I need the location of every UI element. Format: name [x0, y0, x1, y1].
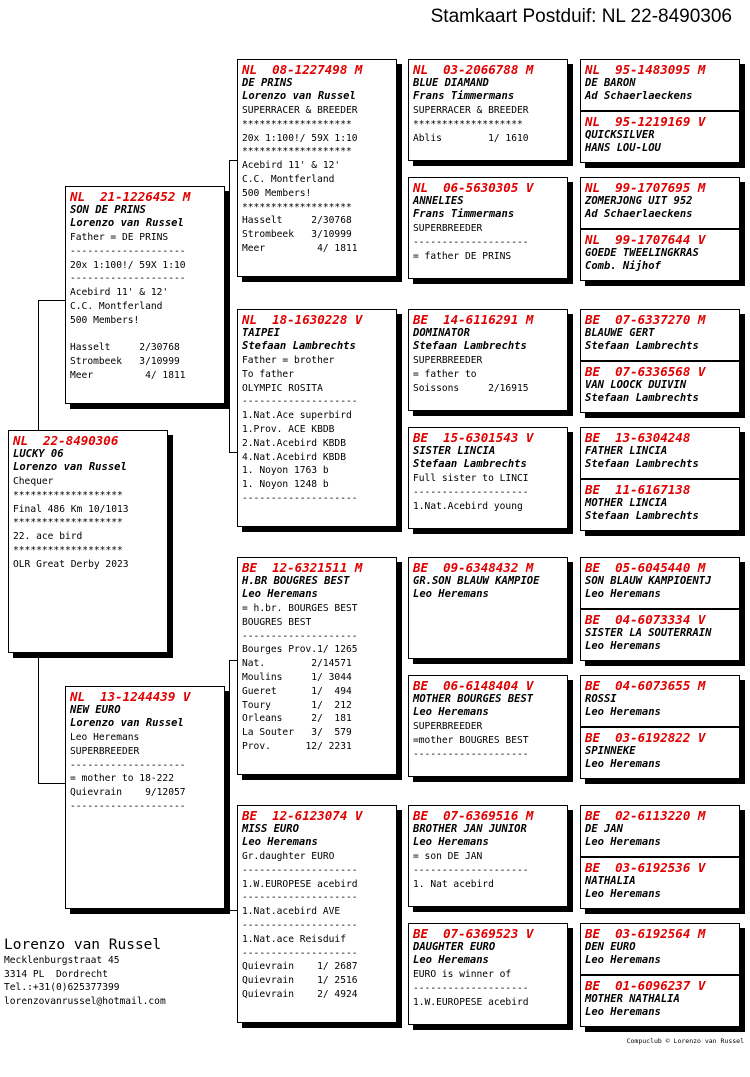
card-line: --------------------: [242, 630, 358, 642]
card-line: *******************: [13, 489, 123, 501]
card-line: OLR Great Derby 2023: [13, 558, 129, 570]
card-line: Orleans 2/ 181: [242, 713, 352, 725]
pedigree-card-fm: [237, 309, 397, 527]
card-line: 500 Members!: [70, 314, 140, 326]
pedigree-card-mother: [65, 686, 225, 909]
card-lines: [413, 850, 563, 891]
owner-name: Comb. Nijhof: [585, 260, 661, 272]
pedigree-card-mmf: [408, 805, 568, 907]
card-line: Acebird 11' & 12': [242, 160, 341, 172]
owner-name: Stefaan Lambrechts: [585, 510, 699, 522]
ring-number: NL 18-1630228 V: [242, 312, 363, 327]
owner-name: Stefaan Lambrechts: [242, 340, 356, 352]
card-line: Final 486 Km 10/1013: [13, 503, 129, 515]
card-line: La Souter 3/ 579: [242, 727, 352, 739]
owner-name: Frans Timmermans: [413, 208, 515, 220]
card-line: Toury 1/ 212: [242, 699, 352, 711]
pedigree-card-g2: [580, 111, 740, 163]
ring-number: BE 04-6073334 V: [585, 612, 706, 627]
card-line: SUPERBREEDER: [413, 721, 483, 732]
connector-line: [38, 783, 65, 784]
card-line: C.C. Montferland: [242, 173, 335, 185]
breeder-street: Mecklenburgstraat 45: [4, 955, 120, 966]
pedigree-card-g6: [580, 361, 740, 413]
card-line: 4.Nat.Acebird KBDB: [242, 451, 346, 463]
owner-name: Stefaan Lambrechts: [585, 392, 699, 404]
owner-name: Lorenzo van Russel: [70, 717, 184, 729]
bird-name: MISS EURO: [242, 823, 299, 835]
bird-name: H.BR BOUGRES BEST: [242, 575, 350, 587]
owner-name: Stefaan Lambrechts: [413, 340, 527, 352]
ring-number: NL 22-8490306: [13, 433, 119, 448]
bird-name: FATHER LINCIA: [585, 445, 668, 457]
card-line: = father to: [413, 368, 477, 380]
card-line: SUPERRACER & BREEDER: [242, 105, 358, 116]
card-line: --------------------: [242, 492, 358, 504]
card-line: --------------------: [413, 982, 529, 994]
ring-number: BE 06-6148404 V: [413, 678, 534, 693]
card-line: 20x 1:100!/ 59X 1:10: [242, 132, 358, 144]
ring-number: BE 12-6321511 M: [242, 560, 363, 575]
pedigree-card-father: [65, 186, 225, 404]
pedigree-card-g11: [580, 675, 740, 727]
ring-number: BE 04-6073655 M: [585, 678, 706, 693]
card-line: 1. Nat acebird: [413, 878, 494, 890]
ring-number: NL 21-1226452 M: [70, 189, 191, 204]
card-line: Acebird 11' & 12': [70, 287, 169, 299]
pedigree-card-g16: [580, 975, 740, 1027]
card-lines: [413, 354, 563, 395]
card-line: SUPERBREEDER: [413, 355, 483, 366]
card-line: Bourges Prov.1/ 1265: [242, 644, 358, 656]
pedigree-card-ff: [237, 59, 397, 277]
page-title: Stamkaart Postduif: NL 22-8490306: [430, 6, 732, 27]
bird-name: ANNELIES: [413, 195, 464, 207]
connector-line: [229, 160, 237, 161]
ring-number: NL 95-1219169 V: [585, 114, 706, 129]
card-line: Moulins 1/ 3044: [242, 671, 352, 683]
ring-number: BE 03-6192822 V: [585, 730, 706, 745]
card-lines: [413, 222, 563, 263]
ring-number: BE 03-6192536 V: [585, 860, 706, 875]
card-line: SUPERBREEDER: [413, 223, 483, 234]
bird-name: DAUGHTER EURO: [413, 941, 496, 953]
card-line: *******************: [242, 201, 352, 213]
breeder-address: [4, 936, 166, 1008]
pedigree-card-mff: [408, 557, 568, 659]
card-line: [70, 328, 220, 342]
owner-name: Lorenzo van Russel: [242, 90, 356, 102]
card-line: --------------------: [70, 273, 186, 285]
bird-name: DEN EURO: [585, 941, 636, 953]
card-line: --------------------: [70, 800, 186, 812]
bird-name: MOTHER NATHALIA: [585, 993, 680, 1005]
card-line: --------------------: [242, 947, 358, 959]
bird-name: DE JAN: [585, 823, 623, 835]
card-line: = h.br. BOURGES BEST: [242, 603, 358, 614]
owner-name: Leo Heremans: [585, 706, 661, 718]
card-line: Gr.daughter EURO: [242, 851, 335, 862]
bird-name: SISTER LA SOUTERRAIN: [585, 627, 712, 639]
card-line: *******************: [13, 544, 123, 556]
card-line: Gueret 1/ 494: [242, 685, 352, 697]
card-line: BOUGRES BEST: [242, 616, 312, 628]
footer-credit: Compuclub © Lorenzo van Russel: [626, 1037, 744, 1045]
card-lines: [13, 475, 163, 572]
card-line: 2.Nat.Acebird KBDB: [242, 437, 346, 449]
owner-name: Leo Heremans: [585, 836, 661, 848]
bird-name: MOTHER LINCIA: [585, 497, 668, 509]
breeder-email[interactable]: lorenzovanrussel@hotmail.com: [4, 995, 166, 1007]
card-line: Strombeek 3/10999: [242, 229, 352, 241]
card-line: 1.Prov. ACE KBDB: [242, 423, 335, 435]
card-line: 1.W.EUROPESE acebird: [242, 878, 358, 890]
card-line: --------------------: [413, 864, 529, 876]
card-line: --------------------: [70, 245, 186, 257]
card-lines: [242, 850, 392, 1002]
connector-line: [229, 660, 237, 661]
ring-number: NL 95-1483095 M: [585, 62, 706, 77]
owner-name: Frans Timmermans: [413, 90, 515, 102]
owner-name: Leo Heremans: [242, 588, 318, 600]
card-line: =mother BOUGRES BEST: [413, 734, 529, 746]
card-line: --------------------: [242, 864, 358, 876]
pedigree-card-subject: [8, 430, 168, 653]
owner-name: Leo Heremans: [413, 836, 489, 848]
card-line: Full sister to LINCI: [413, 473, 529, 484]
ring-number: BE 11-6167138: [585, 482, 691, 497]
ring-number: BE 02-6113220 M: [585, 808, 706, 823]
pedigree-card-g12: [580, 727, 740, 779]
owner-name: Leo Heremans: [585, 1006, 661, 1018]
card-lines: [413, 472, 563, 513]
bird-name: GOEDE TWEELINGKRAS: [585, 247, 699, 259]
card-lines: [242, 354, 392, 506]
card-line: Chequer: [13, 476, 54, 487]
card-line: --------------------: [70, 759, 186, 771]
card-line: *******************: [242, 118, 352, 130]
card-line: --------------------: [242, 919, 358, 931]
connector-line: [229, 160, 230, 452]
bird-name: GR.SON BLAUW KAMPIOE: [413, 575, 540, 587]
card-line: EURO is winner of: [413, 969, 512, 980]
card-line: Ablis 1/ 1610: [413, 132, 529, 144]
pedigree-card-g1: [580, 59, 740, 111]
bird-name: SISTER LINCIA: [413, 445, 496, 457]
ring-number: BE 07-6337270 M: [585, 312, 706, 327]
breeder-name: Lorenzo van Russel: [4, 937, 162, 953]
connector-line: [229, 660, 230, 910]
bird-name: QUICKSILVER: [585, 129, 655, 141]
owner-name: Lorenzo van Russel: [13, 461, 127, 473]
card-line: Leo Heremans: [70, 732, 140, 743]
card-line: 1. Noyon 1763 b: [242, 465, 329, 477]
connector-line: [38, 300, 65, 301]
bird-name: BLAUWE GERT: [585, 327, 655, 339]
card-line: 1.Nat.Ace superbird: [242, 410, 352, 422]
ring-number: NL 13-1244439 V: [70, 689, 191, 704]
ring-number: BE 09-6348432 M: [413, 560, 534, 575]
card-line: --------------------: [413, 236, 529, 248]
bird-name: ROSSI: [585, 693, 617, 705]
card-line: Soissons 2/16915: [413, 382, 529, 394]
card-line: 1.Nat.acebird AVE: [242, 906, 341, 918]
card-lines: [70, 731, 220, 814]
pedigree-card-ffm: [408, 177, 568, 279]
ring-number: NL 99-1707695 M: [585, 180, 706, 195]
pedigree-card-g7: [580, 427, 740, 479]
pedigree-card-mmm: [408, 923, 568, 1025]
bird-name: DE BARON: [585, 77, 636, 89]
card-line: = father DE PRINS: [413, 250, 512, 262]
card-line: 1.Nat.ace Reisduif: [242, 933, 346, 945]
bird-name: DOMINATOR: [413, 327, 470, 339]
owner-name: HANS LOU-LOU: [585, 142, 661, 154]
card-lines: [413, 104, 563, 145]
card-line: = son DE JAN: [413, 851, 483, 862]
card-line: *******************: [13, 517, 123, 529]
card-line: Nat. 2/14571: [242, 658, 352, 670]
connector-line: [38, 653, 39, 783]
card-line: Meer 4/ 1811: [242, 242, 358, 254]
card-line: *******************: [242, 146, 352, 158]
connector-line: [229, 452, 237, 453]
bird-name: MOTHER BOURGES BEST: [413, 693, 534, 705]
pedigree-card-g15: [580, 923, 740, 975]
ring-number: NL 99-1707644 V: [585, 232, 706, 247]
pedigree-card-g9: [580, 557, 740, 609]
card-line: --------------------: [242, 892, 358, 904]
ring-number: BE 12-6123074 V: [242, 808, 363, 823]
owner-name: Leo Heremans: [585, 640, 661, 652]
card-line: --------------------: [413, 748, 529, 760]
ring-number: NL 08-1227498 M: [242, 62, 363, 77]
ring-number: BE 07-6369516 M: [413, 808, 534, 823]
owner-name: Leo Heremans: [585, 954, 661, 966]
card-line: Father = DE PRINS: [70, 232, 169, 243]
pedigree-card-g13: [580, 805, 740, 857]
bird-name: BROTHER JAN JUNIOR: [413, 823, 527, 835]
pedigree-card-fff: [408, 59, 568, 161]
owner-name: Stefaan Lambrechts: [585, 458, 699, 470]
card-lines: [413, 968, 563, 1009]
breeder-phone: Tel.:+31(0)625377399: [4, 982, 120, 993]
pedigree-card-g3: [580, 177, 740, 229]
card-lines: [413, 720, 563, 761]
card-line: C.C. Montferland: [70, 300, 163, 312]
card-line: 1.W.EUROPESE acebird: [413, 996, 529, 1008]
breeder-city: 3314 PL Dordrecht: [4, 968, 108, 980]
card-line: 22. ace bird: [13, 531, 83, 543]
bird-name: SON BLAUW KAMPIOENTJ: [585, 575, 712, 587]
owner-name: Leo Heremans: [413, 954, 489, 966]
bird-name: ZOMERJONG UIT 952: [585, 195, 693, 207]
bird-name: NATHALIA: [585, 875, 636, 887]
owner-name: Leo Heremans: [585, 888, 661, 900]
card-line: *******************: [413, 118, 523, 130]
ring-number: BE 05-6045440 M: [585, 560, 706, 575]
ring-number: BE 01-6096237 V: [585, 978, 706, 993]
owner-name: Leo Heremans: [413, 706, 489, 718]
card-line: Hasselt 2/30768: [70, 342, 180, 354]
bird-name: SPINNEKE: [585, 745, 636, 757]
card-line: Hasselt 2/30768: [242, 215, 352, 227]
ring-number: BE 15-6301543 V: [413, 430, 534, 445]
card-line: Father = brother: [242, 355, 335, 366]
card-line: To father: [242, 368, 294, 380]
bird-name: NEW EURO: [70, 704, 121, 716]
pedigree-card-g14: [580, 857, 740, 909]
owner-name: Leo Heremans: [585, 588, 661, 600]
pedigree-card-g8: [580, 479, 740, 531]
card-line: Quievrain 1/ 2687: [242, 961, 358, 973]
card-line: Strombeek 3/10999: [70, 356, 180, 368]
owner-name: Ad Schaerlaeckens: [585, 90, 693, 102]
pedigree-card-g5: [580, 309, 740, 361]
connector-line: [38, 300, 39, 430]
bird-name: LUCKY 06: [13, 448, 64, 460]
ring-number: BE 07-6336568 V: [585, 364, 706, 379]
card-line: 500 Members!: [242, 187, 312, 199]
card-line: = mother to 18-222: [70, 773, 174, 785]
card-line: --------------------: [242, 396, 358, 408]
pedigree-card-g4: [580, 229, 740, 281]
ring-number: BE 13-6304248: [585, 430, 691, 445]
card-line: 1. Noyon 1248 b: [242, 479, 329, 491]
card-line: SUPERRACER & BREEDER: [413, 105, 529, 116]
card-line: Quievrain 1/ 2516: [242, 975, 358, 987]
card-lines: [70, 231, 220, 383]
bird-name: BLUE DIAMAND: [413, 77, 489, 89]
pedigree-card-mm: [237, 805, 397, 1023]
owner-name: Stefaan Lambrechts: [585, 340, 699, 352]
card-line: Prov. 12/ 2231: [242, 740, 352, 752]
card-line: --------------------: [413, 486, 529, 498]
ring-number: NL 03-2066788 M: [413, 62, 534, 77]
card-line: 1.Nat.Acebird young: [413, 500, 523, 512]
owner-name: Leo Heremans: [585, 758, 661, 770]
ring-number: BE 07-6369523 V: [413, 926, 534, 941]
pedigree-card-fmf: [408, 309, 568, 411]
owner-name: Ad Schaerlaeckens: [585, 208, 693, 220]
connector-line: [229, 910, 237, 911]
pedigree-card-mfm: [408, 675, 568, 777]
ring-number: BE 03-6192564 M: [585, 926, 706, 941]
owner-name: Leo Heremans: [413, 588, 489, 600]
pedigree-card-fmm: [408, 427, 568, 529]
owner-name: Leo Heremans: [242, 836, 318, 848]
card-line: Meer 4/ 1811: [70, 369, 186, 381]
bird-name: TAIPEI: [242, 327, 280, 339]
card-lines: [242, 602, 392, 754]
ring-number: NL 06-5630305 V: [413, 180, 534, 195]
owner-name: Stefaan Lambrechts: [413, 458, 527, 470]
card-line: 20x 1:100!/ 59X 1:10: [70, 259, 186, 271]
owner-name: Lorenzo van Russel: [70, 217, 184, 229]
bird-name: DE PRINS: [242, 77, 293, 89]
card-lines: [242, 104, 392, 256]
card-line: Quievrain 9/12057: [70, 787, 186, 799]
pedigree-card-mf: [237, 557, 397, 775]
bird-name: VAN LOOCK DUIVIN: [585, 379, 687, 391]
bird-name: SON DE PRINS: [70, 204, 146, 216]
card-line: SUPERBREEDER: [70, 745, 140, 757]
card-line: OLYMPIC ROSITA: [242, 382, 323, 394]
ring-number: BE 14-6116291 M: [413, 312, 534, 327]
card-line: Quievrain 2/ 4924: [242, 988, 358, 1000]
pedigree-card-g10: [580, 609, 740, 661]
